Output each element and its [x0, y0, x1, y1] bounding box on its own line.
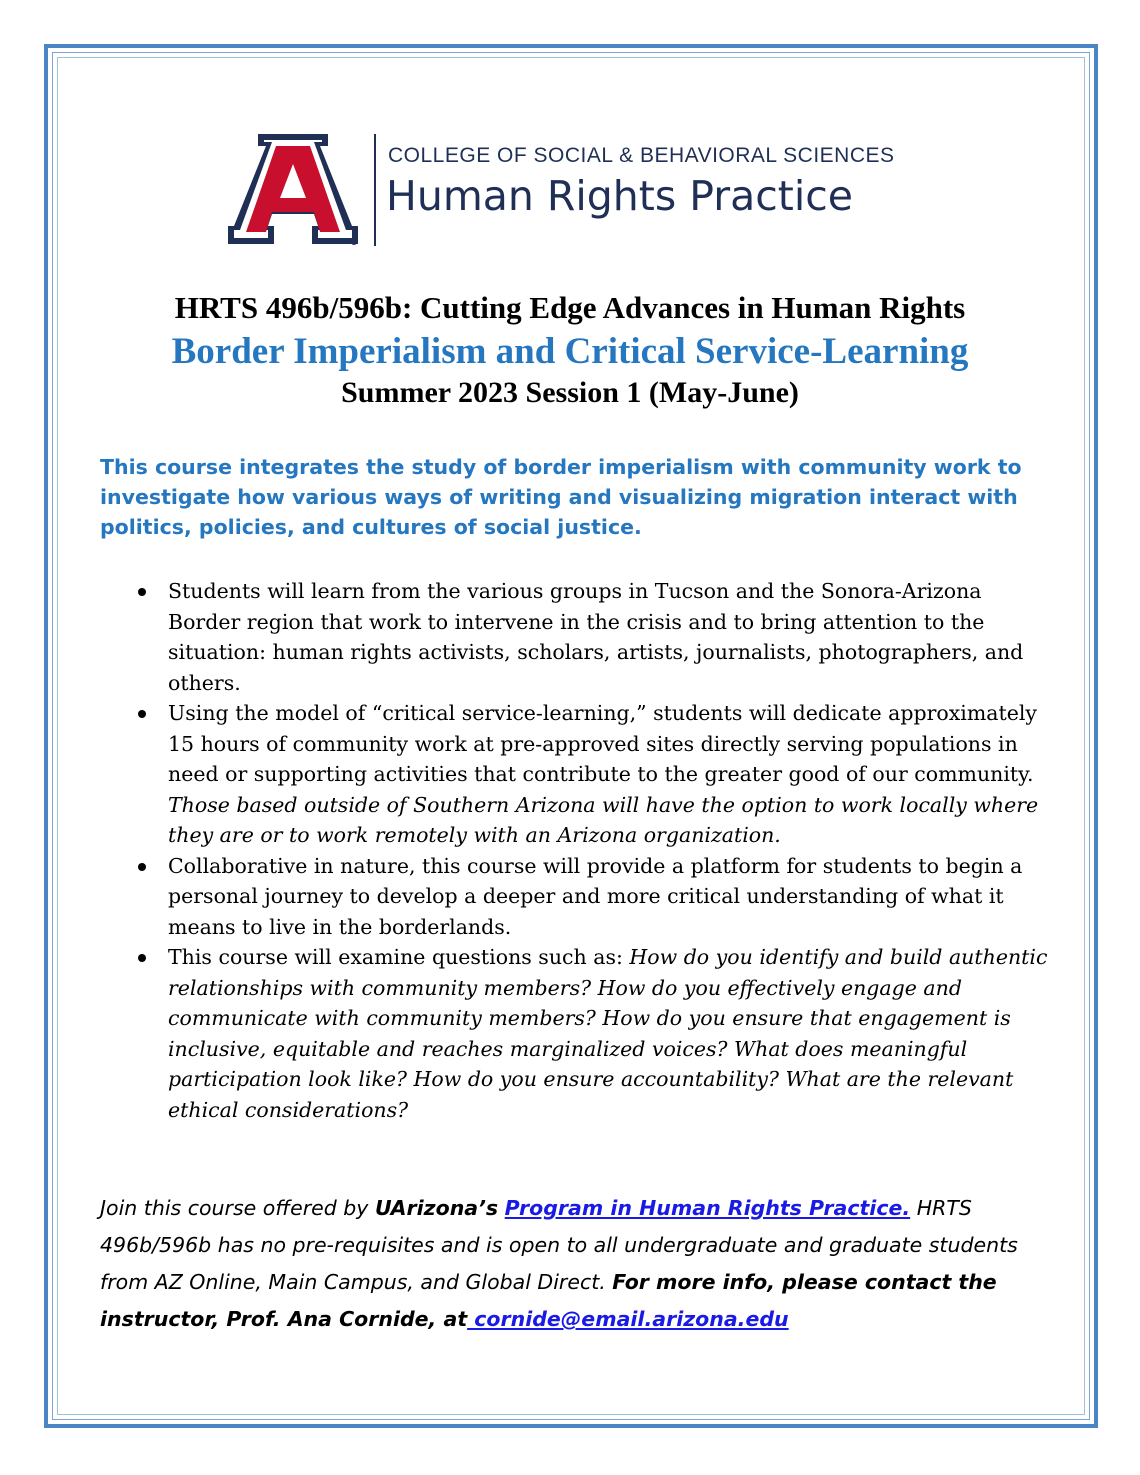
bullet-italic: Those based outside of Southern Arizona will have the option to work locally where they are or to work remotely with an Arizona organization. [168, 792, 1039, 847]
list-item [130, 942, 1060, 1125]
bullet-text: Students will learn from the various groups in Tucson and the Sonora-Arizona Border region that work to intervene in the crisis and to bring attention to the situation: human rights activists, scholars, artists, journalists, photographers, and others. [168, 579, 1024, 695]
bullet-text: Using the model of “critical service-learning,” students will dedicate approximately 15 hours of community work at pre-approved sites directly serving populations in need or supporting activities that contribute to the greater good of our community. [168, 701, 1038, 786]
bullet-icon [138, 863, 146, 871]
course-intro: This course integrates the study of border imperialism with community work to investigate how various ways of writing and visualizing migration interact with politics, policies, and cultures of social justice. [100, 455, 1022, 539]
course-bullets [130, 576, 1060, 1125]
bullet-icon [138, 954, 146, 962]
college-logo [228, 130, 918, 250]
closing-intro: Join this course offered by [100, 1196, 375, 1220]
list-item [130, 851, 1060, 943]
list-item [130, 698, 1060, 851]
program-link[interactable]: Program in Human Rights Practice. [504, 1196, 911, 1220]
org-name: UArizona’s [374, 1196, 499, 1220]
course-session: Summer 2023 Session 1 (May-June) [341, 376, 799, 409]
logo-divider [374, 134, 376, 246]
bullet-text: This course will examine questions such as: [168, 945, 630, 969]
bullet-text: Collaborative in nature, this course will provide a platform for students to begin a personal journey to develop a deeper and more critical understanding of what it means to live in the borderlands. [168, 853, 1023, 939]
university-a-logo-icon [228, 132, 358, 248]
list-item [130, 576, 1060, 698]
college-name: COLLEGE OF SOCIAL & BEHAVIORAL SCIENCES [388, 144, 895, 167]
bullet-italic: How do you identify and build authentic relationships with community members? How do you effectively engage and communicate with community members? How do you ensure that engagement is inclusive, equitable and reaches marginalized voices? What does meaningful participation look like? How do you ensure accountability? What are the relevant ethical considerations? [168, 945, 1048, 1122]
course-topic: Border Imperialism and Critical Service-Learning [171, 331, 969, 372]
course-title: HRTS 496b/596b: Cutting Edge Advances in Human Rights [174, 290, 966, 325]
program-name: Human Rights Practice [386, 172, 854, 220]
bullet-icon [138, 588, 146, 596]
contact-text: For more info, please contact the instructor, Prof. Ana Cornide, at [100, 1270, 997, 1331]
email-link[interactable]: cornide@email.arizona.edu [467, 1307, 789, 1331]
bullet-icon [138, 710, 146, 718]
closing-paragraph [100, 1190, 1060, 1338]
closing-details: HRTS 496b/596b has no pre-requisites and is open to all undergraduate and graduate students from AZ Online, Main Campus, and Global Direct. [100, 1196, 1018, 1294]
